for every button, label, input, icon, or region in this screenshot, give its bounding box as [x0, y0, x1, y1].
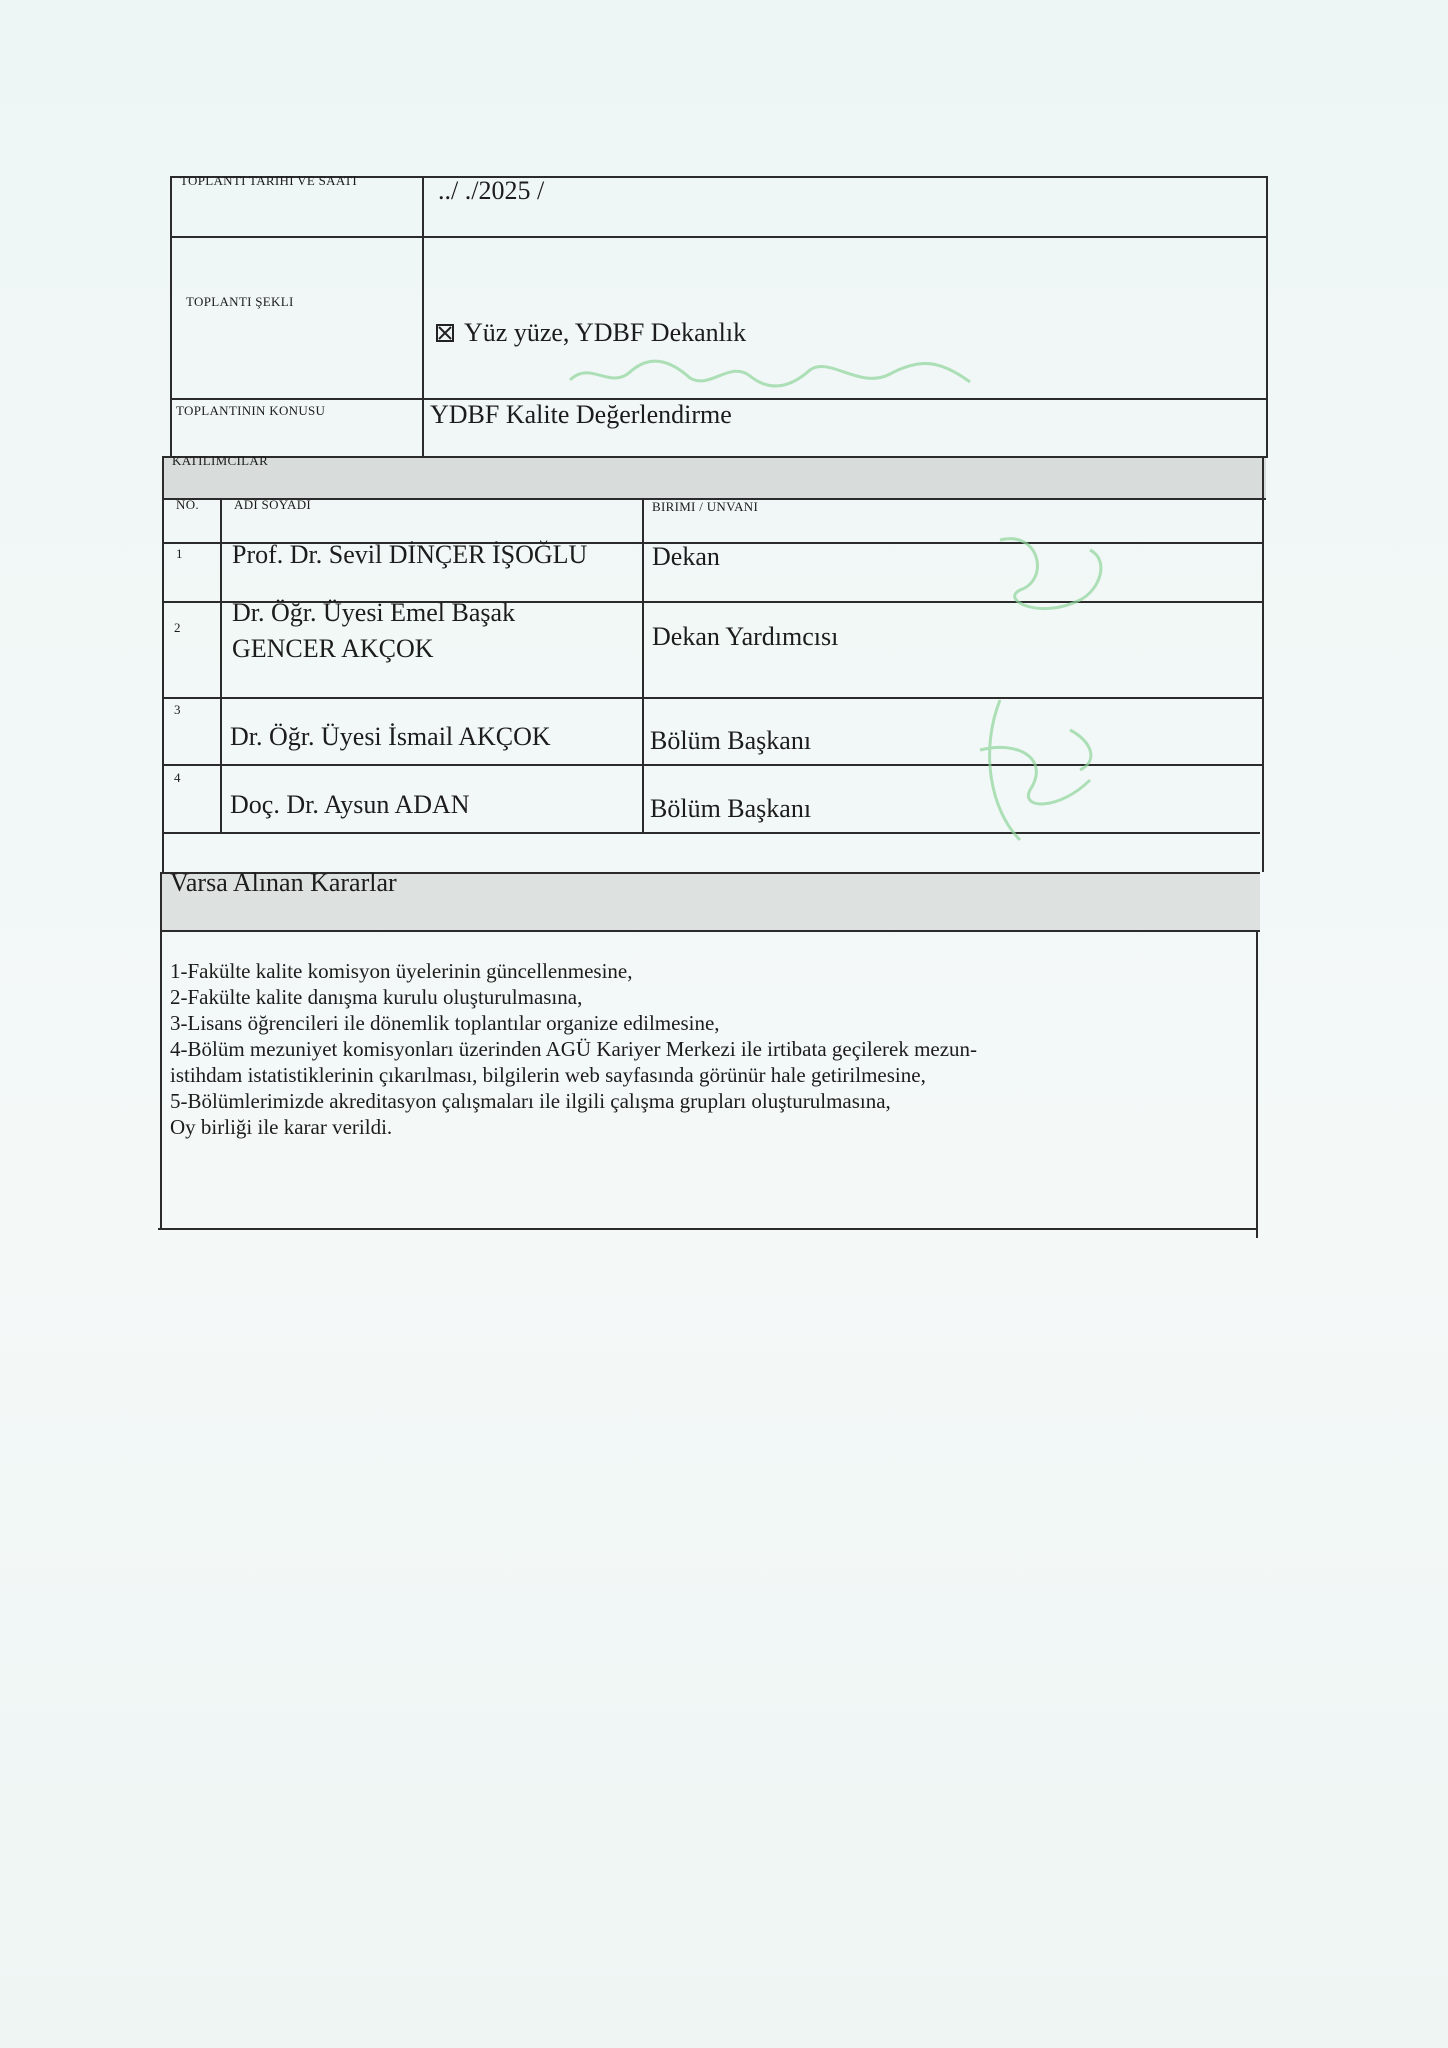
decision-line: 2-Fakülte kalite danışma kurulu oluşturulmasına, [170, 985, 583, 1009]
column-header-name: ADI SOYADI [234, 497, 312, 512]
participant-3-name: Dr. Öğr. Üyesi İsmail AKÇOK [230, 722, 551, 751]
table-border-right [1266, 178, 1268, 458]
table-divider-label-value [422, 177, 424, 458]
decision-line: 3-Lisans öğrencileri ile dönemlik toplantılar organize edilmesine, [170, 1011, 720, 1035]
decisions-header-divider [160, 930, 1260, 932]
participants-border-right [1262, 456, 1264, 872]
signature-scribble-3 [960, 690, 1140, 860]
participant-2-name-line2: GENCER AKÇOK [232, 634, 434, 663]
participant-1-no: 1 [176, 546, 183, 561]
participant-3-no: 3 [174, 702, 181, 717]
participant-2-no: 2 [174, 620, 181, 635]
decisions-border-left [160, 872, 162, 1230]
participants-col-divider-name [642, 498, 644, 832]
column-header-no: NO. [176, 497, 199, 512]
meeting-date-value: ../ ./2025 / [438, 176, 545, 205]
participant-4-unit: Bölüm Başkanı [650, 794, 812, 823]
decision-line: istihdam istatistiklerinin çıkarılması, bilgilerin web sayfasında görünür hale getirilmesine, [170, 1063, 926, 1087]
participant-2-unit: Dekan Yardımcısı [652, 622, 839, 651]
participants-col-divider-no [220, 498, 222, 832]
participants-section-label: KATILIMCILAR [172, 453, 269, 468]
decision-line: 5-Bölümlerimizde akreditasyon çalışmaları ile ilgili çalışma grupları oluşturulmasına, [170, 1089, 891, 1113]
meeting-type-value: Yüz yüze, YDBF Dekanlık [464, 318, 747, 347]
participant-4-no: 4 [174, 770, 181, 785]
signature-scribble-2 [980, 520, 1130, 650]
decisions-list [170, 958, 1260, 1140]
meeting-topic-value: YDBF Kalite Değerlendirme [430, 400, 732, 429]
meeting-type-label: TOPLANTI ŞEKLI [186, 294, 294, 309]
checked-box-icon [436, 324, 454, 342]
column-header-unit: BIRIMI / UNVANI [652, 499, 759, 514]
participants-border-left [162, 456, 164, 874]
meeting-date-label: TOPLANTI TARIHI VE SAATI [180, 173, 357, 188]
signature-scribble-1 [560, 330, 980, 410]
participants-header-band [162, 458, 1266, 498]
row-divider-1 [170, 236, 1268, 238]
participant-1-unit: Dekan [652, 542, 720, 571]
decisions-bottom-border [158, 1228, 1258, 1230]
table-border-left [170, 176, 172, 458]
decisions-title: Varsa Alınan Kararlar [170, 868, 397, 897]
participant-4-name: Doç. Dr. Aysun ADAN [230, 790, 470, 819]
participant-1-name: Prof. Dr. Sevil DİNÇER İŞOĞLU [232, 540, 588, 569]
decision-line: 1-Fakülte kalite komisyon üyelerinin güncellenmesine, [170, 959, 633, 983]
decision-line: Oy birliği ile karar verildi. [170, 1115, 393, 1139]
participant-3-unit: Bölüm Başkanı [650, 726, 812, 755]
decision-line: 4-Bölüm mezuniyet komisyonları üzerinden AGÜ Kariyer Merkezi ile irtibata geçilerek mezun- [170, 1037, 978, 1061]
participant-2-name-line1: Dr. Öğr. Üyesi Emel Başak [232, 598, 516, 627]
meeting-topic-label: TOPLANTININ KONUSU [176, 403, 326, 418]
